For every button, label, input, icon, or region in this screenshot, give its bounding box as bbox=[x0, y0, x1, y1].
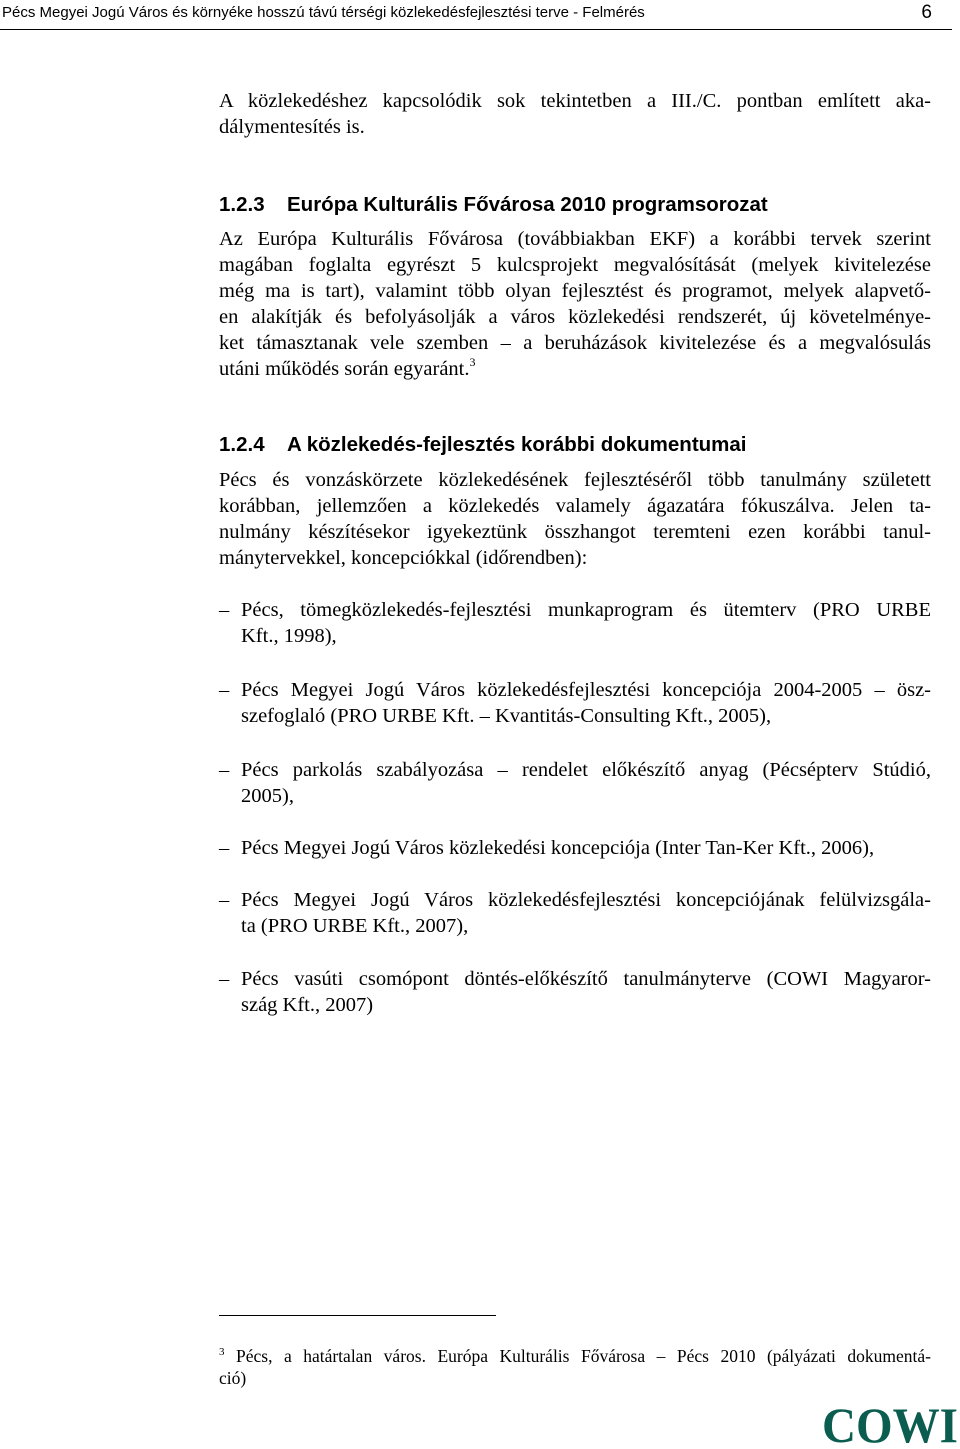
ekf-paragraph bbox=[219, 226, 931, 382]
paragraph-line bbox=[219, 356, 931, 382]
list-item-line: Pécs, tömegközlekedés-fejlesztési munkaprogram és ütemterv (PRO URBE bbox=[241, 599, 931, 621]
list-item-line: szág Kft., 2007) bbox=[241, 994, 374, 1016]
list-item-line: 2005), bbox=[241, 785, 294, 807]
section-heading-1-2-3 bbox=[219, 193, 768, 217]
footnote-line bbox=[219, 1345, 931, 1367]
paragraph-line: A közlekedéshez kapcsolódik sok tekintetben a III./C. pontban említett aka- bbox=[219, 90, 931, 112]
footnote-text: Pécs, a határtalan város. Európa Kulturális Fővárosa – Pécs 2010 (pályázati dokumentá- bbox=[236, 1346, 932, 1366]
paragraph-line: nulmány készítésekor igyekeztünk összhangot teremteni ezen korábbi tanul- bbox=[219, 521, 931, 543]
cowi-logo bbox=[820, 1398, 960, 1446]
dash-bullet: – bbox=[219, 599, 230, 621]
footnote-separator bbox=[219, 1315, 496, 1316]
paragraph-line: dálymentesítés is. bbox=[219, 116, 365, 138]
paragraph-line: mánytervekkel, koncepciókkal (időrendben): bbox=[219, 547, 588, 569]
dash-bullet: – bbox=[219, 759, 230, 781]
footnote-marker: 3 bbox=[219, 1346, 225, 1358]
list-item-line: Pécs Megyei Jogú Város közlekedésfejlesztési koncepciójának felülvizsgála- bbox=[241, 889, 931, 911]
header-title: Pécs Megyei Jogú Város és környéke hosszú távú térségi közlekedésfejlesztési terve - Felmérés bbox=[2, 4, 645, 21]
list-item-line: ta (PRO URBE Kft., 2007), bbox=[241, 915, 469, 937]
page-number: 6 bbox=[921, 2, 932, 23]
list-item bbox=[219, 835, 931, 861]
footnote-line: ció) bbox=[219, 1368, 247, 1388]
section-title: Európa Kulturális Fővárosa 2010 programsorozat bbox=[287, 193, 768, 216]
dash-bullet: – bbox=[219, 679, 230, 701]
footnote-reference: 3 bbox=[469, 355, 476, 369]
section-number: 1.2.4 bbox=[219, 433, 265, 456]
paragraph-line: en alakítják és befolyásolják a város közlekedési rendszerét, új követelménye- bbox=[219, 306, 931, 328]
section-title: A közlekedés-fejlesztés korábbi dokumentumai bbox=[287, 433, 747, 456]
paragraph-line: Az Európa Kulturális Fővárosa (továbbiakban EKF) a korábbi tervek szerint bbox=[219, 228, 931, 250]
list-item bbox=[219, 887, 931, 939]
paragraph-line: magában foglalta egyrészt 5 kulcsprojekt megvalósítását (melyek kivitelezése bbox=[219, 254, 931, 276]
list-item bbox=[219, 966, 931, 1018]
dash-bullet: – bbox=[219, 968, 230, 990]
list-item bbox=[219, 597, 931, 649]
paragraph-line: korábban, jellemzően a közlekedés valamely ágazatára fókuszálva. Jelen ta- bbox=[219, 495, 931, 517]
section-number: 1.2.3 bbox=[219, 193, 265, 216]
list-item-line: Pécs vasúti csomópont döntés-előkészítő tanulmányterve (COWI Magyaror- bbox=[241, 968, 931, 990]
paragraph-line: ket támasztanak vele szemben – a beruházások kivitelezése és a megvalósulás bbox=[219, 332, 931, 354]
dash-bullet: – bbox=[219, 889, 230, 911]
list-item-line: Pécs parkolás szabályozása – rendelet előkészítő anyag (Pécsépterv Stúdió, bbox=[241, 759, 931, 781]
list-item bbox=[219, 677, 931, 729]
dash-bullet: – bbox=[219, 837, 230, 859]
paragraph-line-text: utáni működés során egyaránt. bbox=[219, 358, 470, 380]
paragraph-line: Pécs és vonzáskörzete közlekedésének fejlesztéséről több tanulmány született bbox=[219, 469, 931, 491]
list-item-line: Pécs Megyei Jogú Város közlekedési koncepciója (Inter Tan-Ker Kft., 2006), bbox=[241, 837, 875, 859]
section-heading-1-2-4 bbox=[219, 433, 747, 457]
paragraph-line: még ma is tart), valamint több olyan fejlesztést és programot, melyek alapvető- bbox=[219, 280, 931, 302]
intro-paragraph bbox=[219, 88, 931, 140]
list-item-line: Pécs Megyei Jogú Város közlekedésfejlesztési koncepciója 2004-2005 – ösz- bbox=[241, 679, 931, 701]
list-item-line: Kft., 1998), bbox=[241, 625, 337, 647]
list-item bbox=[219, 757, 931, 809]
documents-paragraph bbox=[219, 467, 931, 571]
header-rule bbox=[0, 29, 952, 30]
list-item-line: szefoglaló (PRO URBE Kft. – Kvantitás-Consulting Kft., 2005), bbox=[241, 705, 772, 727]
footnote bbox=[219, 1345, 931, 1389]
logo-text: COWI bbox=[822, 1398, 958, 1446]
